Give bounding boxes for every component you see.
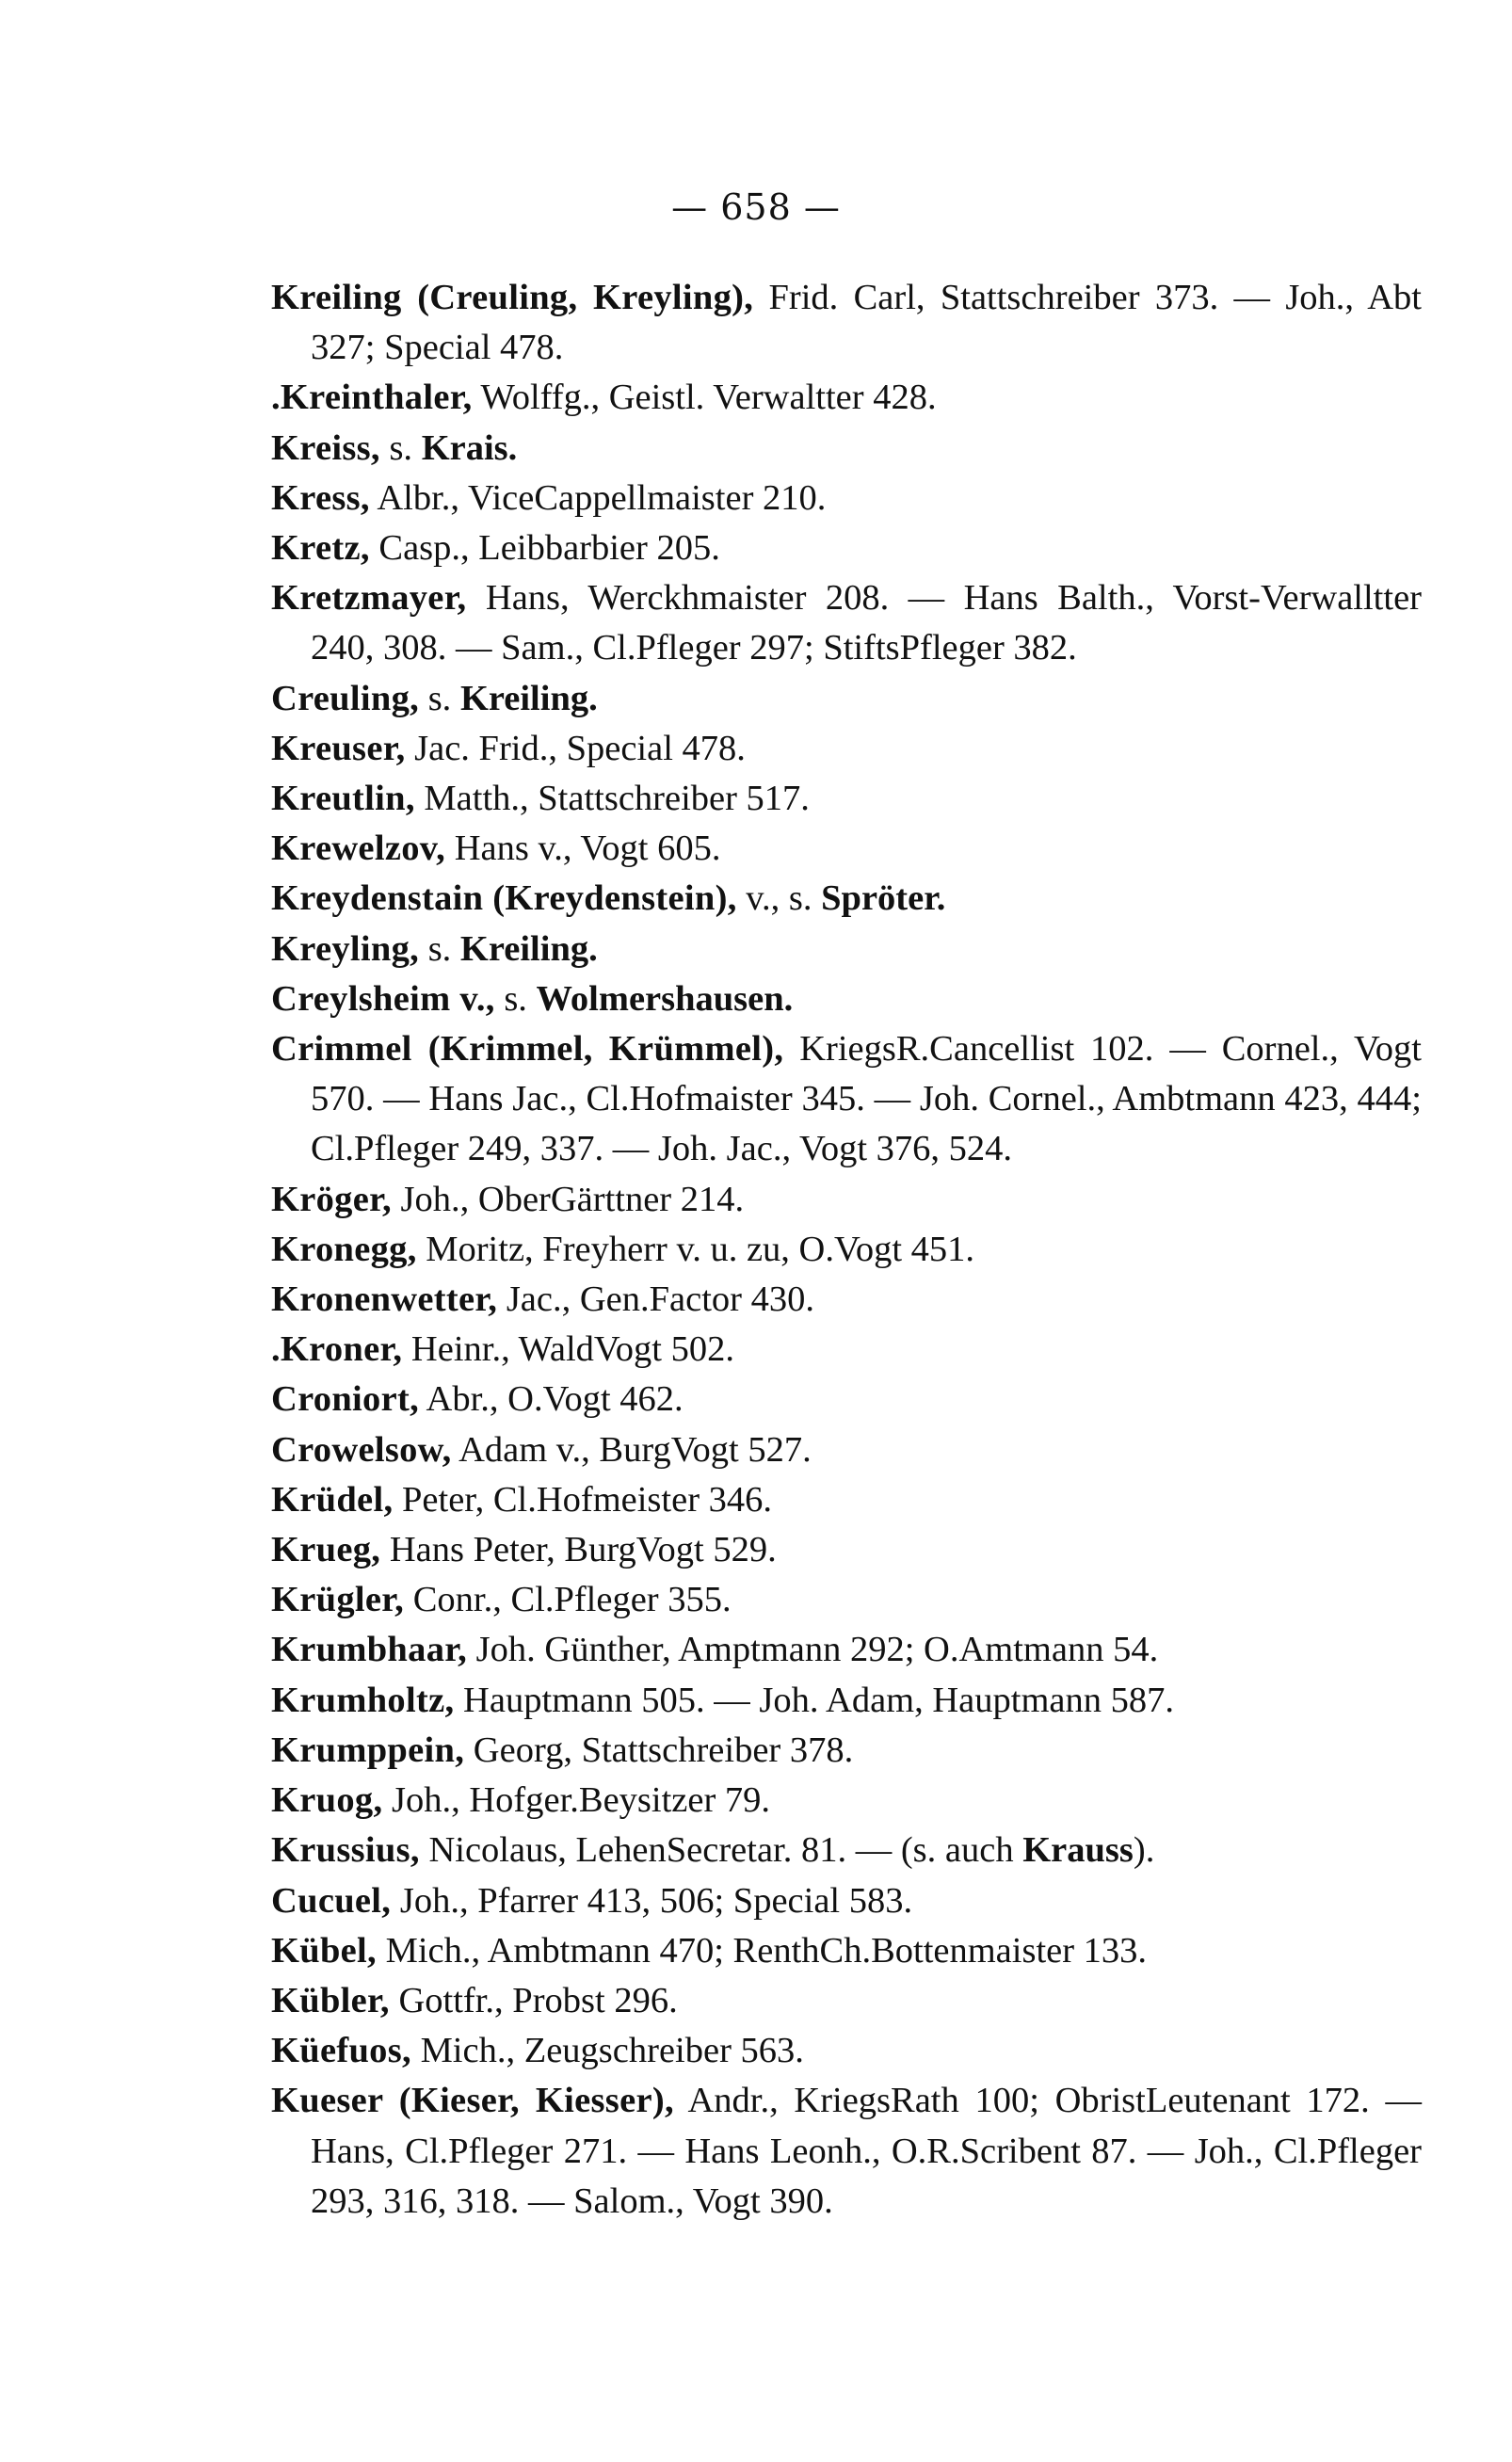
entry-headword: Kreutlin,	[271, 779, 415, 819]
entry-text: Gottfr., Probst 296.	[389, 1980, 678, 2020]
entry-headword: Küefuos,	[271, 2031, 411, 2071]
index-entry	[271, 2026, 1422, 2076]
entry-headword: Krewelzov,	[271, 829, 446, 869]
page-number: — 658 —	[671, 186, 841, 228]
entry-tail: ).	[1133, 1830, 1155, 1871]
entry-headword: Krumholtz,	[271, 1680, 455, 1720]
index-entry	[271, 1826, 1422, 1875]
entry-headword: Krügler,	[271, 1580, 405, 1620]
index-entry	[271, 1575, 1422, 1625]
entry-headword: Creuling,	[271, 678, 420, 718]
cross-reference: Wolmershausen.	[536, 978, 794, 1019]
entry-text: Jac. Frid., Special 478.	[405, 728, 746, 768]
index-entry	[271, 824, 1422, 874]
index-entry	[271, 1425, 1422, 1475]
entry-text: s.	[419, 678, 460, 718]
entry-headword: Kröger,	[271, 1179, 392, 1219]
entry-headword: Kronegg,	[271, 1229, 417, 1269]
index-entry	[271, 2076, 1422, 2227]
entry-headword: .Kreinthaler,	[271, 378, 473, 418]
entry-headword: Cucuel,	[271, 1880, 392, 1921]
index-entry	[271, 1876, 1422, 1926]
entry-headword: Kreuser,	[271, 728, 406, 768]
index-entry	[271, 1926, 1422, 1976]
entry-text: v., s.	[736, 878, 822, 919]
index-entry	[271, 874, 1422, 924]
entry-headword: Krumppein,	[271, 1730, 465, 1770]
cross-reference: Spröter.	[821, 878, 946, 919]
index-entry	[271, 1024, 1422, 1175]
index-entry	[271, 1475, 1422, 1525]
entry-headword: Krüdel,	[271, 1479, 394, 1520]
entry-headword: Kreyling,	[271, 928, 420, 969]
entry-headword: Creylsheim v.,	[271, 978, 495, 1019]
index-entry	[271, 1525, 1422, 1575]
entry-text: Hauptmann 505. — Joh. Adam, Hauptmann 587.	[454, 1680, 1174, 1720]
entry-headword: Krussius,	[271, 1830, 420, 1871]
index-entries	[271, 273, 1422, 2227]
index-entry	[271, 523, 1422, 573]
index-entry	[271, 1976, 1422, 2026]
index-entry	[271, 573, 1422, 673]
index-entry	[271, 1375, 1422, 1424]
entry-text: Heinr., WaldVogt 502.	[402, 1329, 734, 1370]
entry-text: Joh., OberGärttner 214.	[391, 1179, 745, 1219]
entry-text: Mich., Ambtmann 470; RenthCh.Bottenmaister 133.	[376, 1930, 1148, 1971]
entry-text: Jac., Gen.Factor 430.	[497, 1279, 814, 1320]
entry-text: Nicolaus, LehenSecretar. 81. — (s. auch	[419, 1830, 1023, 1871]
entry-headword: Crowelsow,	[271, 1429, 452, 1470]
index-entry	[271, 1225, 1422, 1275]
entry-text: Joh. Günther, Amptmann 292; O.Amtmann 54.	[467, 1630, 1159, 1670]
index-entry	[271, 373, 1422, 423]
entry-headword: Kretz,	[271, 528, 370, 569]
entry-text: s.	[494, 978, 537, 1019]
entry-headword: .Kroner,	[271, 1329, 403, 1370]
entry-text: Casp., Leibbarbier 205.	[369, 528, 720, 569]
cross-reference: Krauss	[1022, 1830, 1134, 1871]
entry-headword: Kueser (Kieser, Kiesser),	[271, 2081, 674, 2121]
entry-headword: Kreiling (Creuling, Kreyling),	[271, 278, 754, 317]
entry-text: Conr., Cl.Pfleger 355.	[404, 1580, 732, 1620]
entry-text: Wolffg., Geistl. Verwaltter 428.	[472, 378, 937, 418]
index-entry	[271, 674, 1422, 724]
entry-text: Hans v., Vogt 605.	[445, 829, 721, 869]
index-entry	[271, 273, 1422, 373]
index-entry	[271, 774, 1422, 824]
index-entry	[271, 974, 1422, 1024]
index-entry	[271, 1676, 1422, 1726]
index-entry	[271, 424, 1422, 474]
index-entry	[271, 474, 1422, 523]
entry-text: Joh., Hofger.Beysitzer 79.	[382, 1780, 771, 1821]
entry-text: Andr., KriegsRath 100; ObristLeutenant 172. — Hans, Cl.Pfleger 271. — Hans Leonh., O.R.Scribent 87. — Joh., Cl.Pfleger 293, 316, 318. — Salom., Vogt 390.	[311, 2081, 1422, 2221]
entry-headword: Kretzmayer,	[271, 578, 467, 619]
cross-reference: Kreiling.	[459, 928, 598, 969]
index-entry	[271, 1275, 1422, 1325]
entry-headword: Krueg,	[271, 1530, 381, 1570]
entry-headword: Kreydenstain (Kreydenstein),	[271, 878, 737, 919]
entry-text: s.	[379, 427, 422, 468]
entry-headword: Croniort,	[271, 1379, 420, 1420]
entry-headword: Kronenwetter,	[271, 1279, 498, 1320]
index-entry	[271, 1175, 1422, 1225]
entry-text: Georg, Stattschreiber 378.	[464, 1730, 854, 1770]
index-entry	[271, 1325, 1422, 1375]
entry-text: Hans Peter, BurgVogt 529.	[380, 1530, 777, 1570]
entry-text: Hans, Werckhmaister 208. — Hans Balth., Vorst-Verwalltter 240, 308. — Sam., Cl.Pfleger 297; StiftsPfleger 382.	[311, 578, 1422, 668]
index-entry	[271, 925, 1422, 974]
index-entry	[271, 724, 1422, 774]
entry-text: Mich., Zeugschreiber 563.	[410, 2031, 804, 2071]
entry-text: KriegsR.Cancellist 102. — Cornel., Vogt 570. — Hans Jac., Cl.Hofmaister 345. — Joh. Cornel., Ambtmann 423, 444; Cl.Pfleger 249, 337. — Joh. Jac., Vogt 376, 524.	[311, 1029, 1422, 1169]
entry-text: Matth., Stattschreiber 517.	[414, 779, 810, 819]
entry-text: Peter, Cl.Hofmeister 346.	[393, 1479, 773, 1520]
entry-text: Albr., ViceCappellmaister 210.	[369, 477, 827, 518]
entry-text: Moritz, Freyherr v. u. zu, O.Vogt 451.	[416, 1229, 975, 1269]
entry-text: Abr., O.Vogt 462.	[419, 1379, 684, 1420]
cross-reference: Krais.	[421, 427, 518, 468]
entry-text: Frid. Carl, Stattschreiber 373. — Joh., Abt 327; Special 478.	[311, 278, 1422, 368]
entry-text: Adam v., BurgVogt 527.	[451, 1429, 812, 1470]
entry-headword: Kress,	[271, 477, 370, 518]
entry-headword: Kreiss,	[271, 427, 380, 468]
cross-reference: Kreiling.	[459, 678, 598, 718]
entry-headword: Kübel,	[271, 1930, 377, 1971]
entry-headword: Crimmel (Krimmel, Krümmel),	[271, 1029, 784, 1070]
entry-text: s.	[419, 928, 460, 969]
index-entry	[271, 1625, 1422, 1675]
index-entry	[271, 1776, 1422, 1826]
entry-headword: Kübler,	[271, 1980, 390, 2020]
entry-text: Joh., Pfarrer 413, 506; Special 583.	[391, 1880, 913, 1921]
entry-headword: Kruog,	[271, 1780, 383, 1821]
entry-headword: Krumbhaar,	[271, 1630, 468, 1670]
index-entry	[271, 1726, 1422, 1776]
